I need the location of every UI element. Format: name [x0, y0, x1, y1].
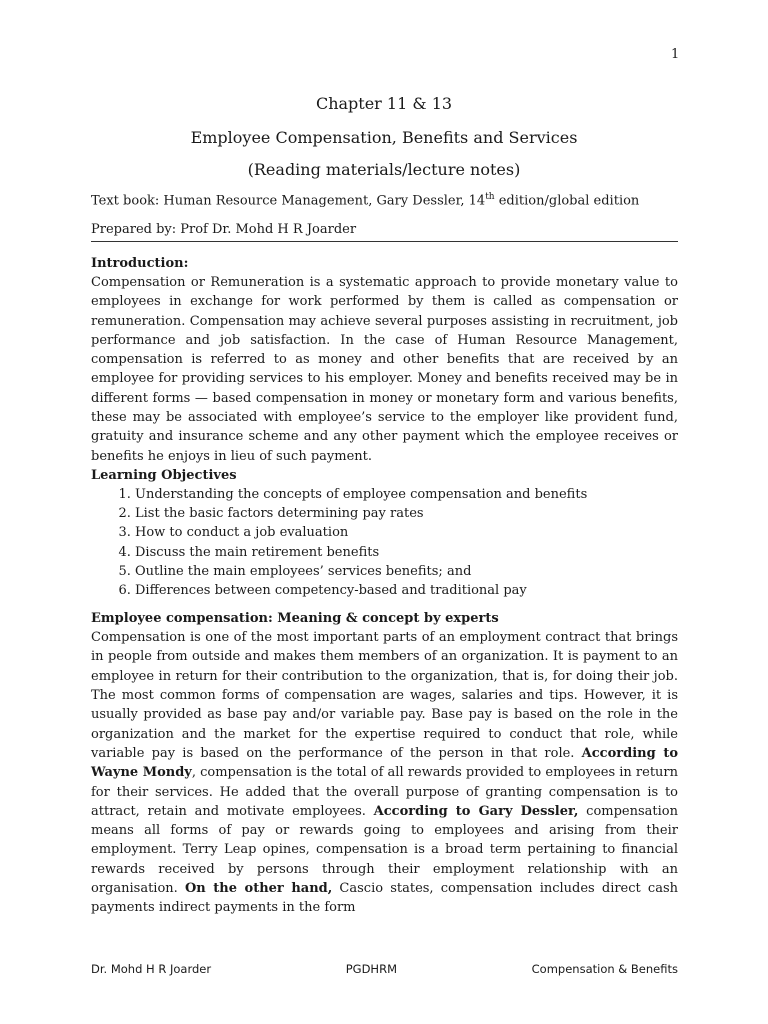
employee-compensation-heading: Employee compensation: Meaning & concept by experts [91, 611, 499, 627]
chapter-title: Chapter 11 & 13 [315, 94, 453, 113]
footer-course: Compensation & Benefits [531, 962, 678, 976]
employee-compensation-paragraph [91, 628, 678, 917]
footer-program: PGDHRM [345, 962, 397, 976]
document-subtitle: (Reading materials/lecture notes) [247, 160, 521, 179]
emphasis-wayne-mondy: According to Wayne Mondy [91, 745, 678, 781]
document-title: Employee Compensation, Benefits and Services [190, 128, 578, 147]
paragraph-text: compensation means all forms of pay or rewards going to employees and arising from their employment. Terry Leap opines, compensation is a broad term pertaining to financial rewards received by persons through their employment relationship with an organisation. [91, 803, 678, 897]
paragraph-text: Compensation is one of the most important parts of an employment contract that brings in people from outside and makes them members of an organization. It is payment to an employee in return for their contribution to the organization, that is, for doing their job. The most common forms of compensation are wages, salaries and tips. However, it is usually provided as base pay and/or variable pay. Base pay is based on the role in the organization and the market for the expertise required to conduct that role, while variable pay is based on the performance of the person in that role. [91, 630, 678, 761]
list-item: 6. Differences between competency-based and traditional pay [135, 581, 678, 600]
paragraph-text: Cascio states, compensation includes direct cash payments indirect payments in the form [91, 881, 678, 916]
page-footer [91, 962, 678, 976]
header-divider [91, 241, 678, 242]
textbook-reference [91, 192, 639, 208]
prepared-by: Prepared by: Prof Dr. Mohd H R Joarder [91, 222, 357, 237]
list-item: 5. Outline the main employees’ services benefits; and [135, 562, 678, 581]
textbook-prefix: Text book: Human Resource Management, Gary Dessler, 14 [91, 193, 486, 209]
page-number: 1 [671, 47, 680, 62]
learning-objectives-list [91, 485, 678, 600]
learning-objectives-heading: Learning Objectives [91, 467, 237, 483]
footer-author: Dr. Mohd H R Joarder [91, 962, 212, 976]
list-item: 1. Understanding the concepts of employee compensation and benefits [135, 485, 678, 504]
introduction-paragraph: Compensation or Remuneration is a systematic approach to provide monetary value to employees in exchange for work performed by them is called as compensation or remuneration. Compensation may achieve several purposes assisting in recruitment, job performance and job satisfaction. In the case of Human Resource Management, compensation is referred to as money and other benefits that are received by an employee for providing services to his employer. Money and benefits received may be in different forms — based compensation in money or monetary form and various benefits, these may be associated with employee’s service to the employer like provident fund, gratuity and insurance scheme and any other payment which the employee receives or benefits he enjoys in lieu of such payment. [91, 275, 678, 464]
emphasis-gary-dessler: According to Gary Dessler, [373, 803, 579, 819]
emphasis-on-the-other-hand: On the other hand, [184, 881, 333, 897]
list-item: 3. How to conduct a job evaluation [135, 523, 678, 542]
list-item: 2. List the basic factors determining pay rates [135, 504, 678, 523]
document-body [91, 254, 678, 918]
paragraph-text: , compensation is the total of all rewards provided to employees in return for their services. He added that the overall purpose of granting compensation is to attract, retain and motivate employees. [91, 765, 679, 819]
textbook-edition-suffix: th [485, 192, 495, 202]
textbook-suffix: edition/global edition [494, 193, 640, 209]
introduction-heading: Introduction: [91, 256, 189, 271]
list-item: 4. Discuss the main retirement benefits [135, 543, 678, 562]
